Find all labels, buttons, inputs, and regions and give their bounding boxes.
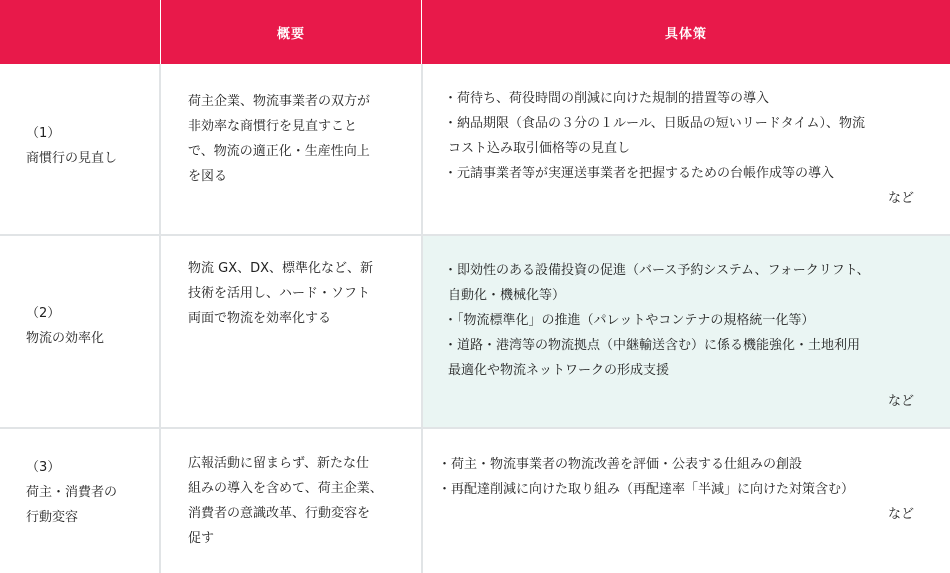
row2-number: （2） — [26, 306, 61, 321]
etc-label: など — [887, 507, 914, 522]
row3-label — [26, 455, 117, 530]
summary-line: 技術を活用し、ハード・ソフト — [188, 286, 371, 301]
header-summary: 概要 — [276, 26, 305, 42]
column-divider — [159, 64, 161, 573]
etc-label: など — [887, 191, 914, 206]
summary-line: 物流 GX、DX、標準化など、新 — [188, 261, 374, 276]
measure-line: ・道路・港湾等の物流拠点（中継輸送含む）に係る機能強化・土地利用 — [444, 338, 861, 353]
summary-line: で、物流の適正化・生産性向上 — [188, 144, 370, 159]
etc-label: など — [887, 394, 914, 409]
row-divider — [0, 234, 950, 236]
summary-line: を図る — [188, 169, 228, 184]
row1-number: （1） — [26, 126, 61, 141]
row1-measures — [444, 86, 922, 211]
summary-line: 荷主企業、物流事業者の双方が — [188, 94, 371, 109]
row2-summary — [188, 256, 403, 331]
row1-title: 商慣行の見直し — [26, 151, 118, 166]
header-measures: 具体策 — [664, 26, 707, 42]
measure-line: ・元請事業者等が実運送事業者を把握するための台帳作成等の導入 — [444, 166, 835, 181]
measure-line: 最適化や物流ネットワークの形成支援 — [448, 363, 670, 378]
summary-line: 促す — [188, 531, 215, 546]
measure-line: ・荷待ち、荷役時間の削減に向けた規制的措置等の導入 — [444, 91, 770, 106]
table-header — [0, 0, 950, 64]
row3-summary — [188, 451, 403, 551]
row3-number: （3） — [26, 460, 61, 475]
row2-measures — [444, 258, 922, 414]
row2-label — [26, 301, 104, 351]
column-divider — [421, 64, 423, 573]
row1-summary — [188, 89, 403, 189]
row3-title: 荷主・消費者の — [26, 485, 118, 500]
summary-line: 非効率な商慣行を見直すこと — [188, 119, 358, 134]
measure-line: 自動化・機械化等） — [448, 288, 566, 303]
row3-title: 行動変容 — [26, 510, 79, 525]
summary-line: 広報活動に留まらず、新たな仕 — [188, 456, 369, 471]
summary-line: 両面で物流を効率化する — [188, 311, 332, 326]
measure-line: ・再配達削減に向けた取り組み（再配達率「半減」に向けた対策含む） — [438, 482, 855, 497]
measure-line: ・荷主・物流事業者の物流改善を評価・公表する仕組みの創設 — [438, 457, 803, 472]
row-divider — [0, 427, 950, 429]
row1-label — [26, 121, 117, 171]
summary-line: 消費者の意識改革、行動変容を — [188, 506, 371, 521]
row3-measures — [438, 452, 916, 527]
measure-line: ・「物流標準化」の推進（パレットやコンテナの規格統一化等） — [444, 313, 815, 328]
summary-line: 組みの導入を含めて、荷主企業、 — [188, 481, 383, 496]
row2-title: 物流の効率化 — [26, 331, 105, 346]
measure-line: ・納品期限（食品の３分の１ルール、日販品の短いリードタイム）、物流 — [444, 116, 865, 131]
measure-line: ・即効性のある設備投資の促進（バース予約システム、フォークリフト、 — [444, 263, 870, 278]
measure-line: コスト込み取引価格等の見直し — [448, 141, 631, 156]
